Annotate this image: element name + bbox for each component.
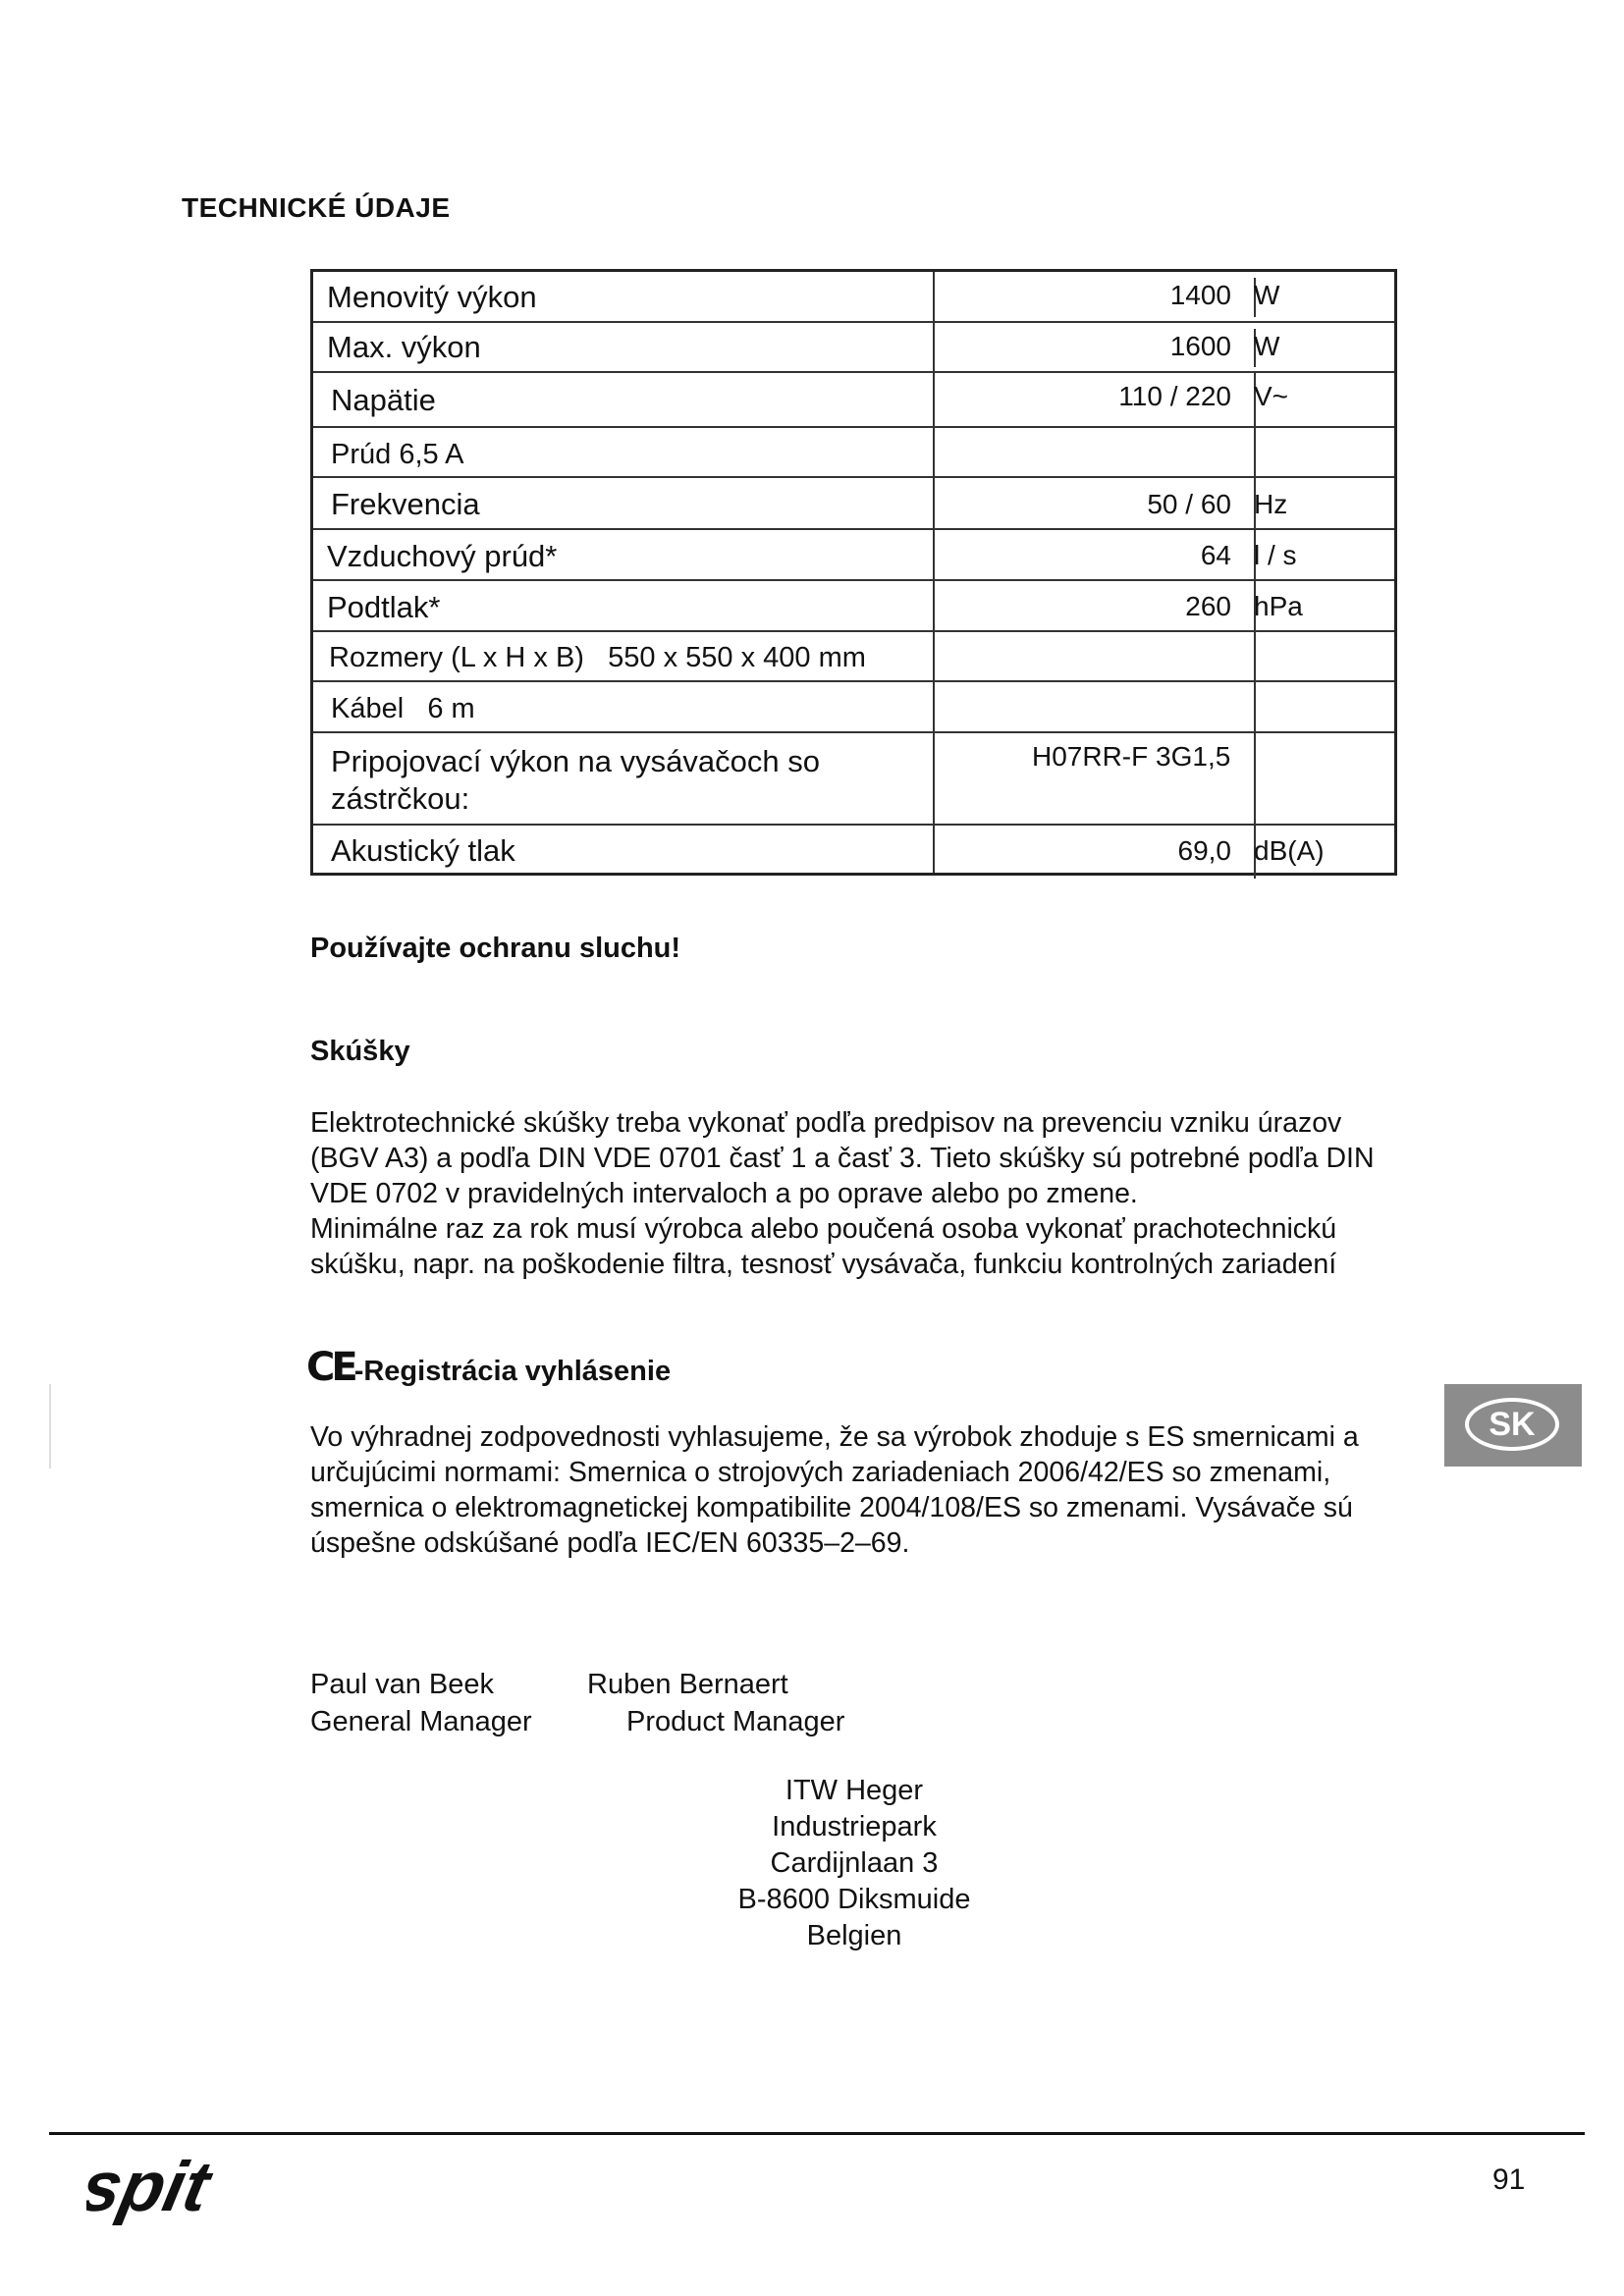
margin-mark — [49, 1384, 51, 1468]
unit-divider — [1254, 682, 1256, 731]
spec-value: 1400 — [1169, 280, 1231, 310]
spec-unit: W — [1254, 331, 1280, 361]
logo-text: spit — [86, 2150, 217, 2226]
spec-value: 110 / 220 — [1118, 381, 1231, 411]
spec-value: 1600 — [1169, 331, 1231, 361]
tests-heading: Skúšky — [310, 1036, 410, 1067]
spec-value: 69,0 — [1177, 835, 1231, 866]
signatory-role: General Manager — [310, 1706, 532, 1737]
spec-unit: dB(A) — [1254, 835, 1325, 866]
spec-unit: hPa — [1254, 591, 1303, 621]
address-line: Industriepark — [772, 1811, 937, 1842]
spec-value: H07RR-F 3G1,5 — [1032, 741, 1231, 772]
tests-paragraph-2: Minimálne raz za rok musí výrobca alebo poučená osoba vykonať prachotechnickú skúšku, napr. na poškodenie filtra, tesnosť vysávača, funkciu kontrolných zariadení — [310, 1213, 1337, 1280]
spit-logo — [86, 2150, 219, 2233]
language-badge: SK — [1465, 1398, 1559, 1451]
page-number: 91 — [1492, 2163, 1526, 2196]
spec-unit: W — [1254, 280, 1280, 310]
unit-divider — [1254, 733, 1256, 824]
spec-label: Kábel 6 m — [331, 693, 475, 724]
spec-value: 260 — [1185, 591, 1231, 621]
ce-paragraph: Vo výhradnej zodpovednosti vyhlasujeme, že sa výrobok zhoduje s ES smernicami a určujúcimi normami: Smernica o strojových zariadeniach 2006/42/ES so zmenami, smernica o elektromagnetickej kompatibilite 2004/108/ES so zmenami. Vysávače sú úspešne odskúšané podľa IEC/EN 60335–2–69. — [310, 1421, 1359, 1559]
spec-value: 50 / 60 — [1147, 489, 1231, 519]
table-row — [313, 323, 1394, 373]
technical-data-table — [310, 269, 1397, 876]
signatory-2 — [587, 1666, 844, 1740]
signatory-name: Ruben Bernaert — [587, 1669, 788, 1700]
table-row — [313, 478, 1394, 530]
table-row — [313, 428, 1394, 478]
signatory-role: Product Manager — [626, 1706, 845, 1737]
spec-label: Vzduchový prúd* — [327, 539, 558, 573]
unit-divider — [1254, 632, 1256, 680]
spec-label: Max. výkon — [327, 330, 481, 364]
spec-unit: Hz — [1254, 489, 1288, 519]
address-line: Belgien — [806, 1920, 902, 1951]
spec-label: Menovitý výkon — [327, 280, 537, 314]
table-row — [313, 530, 1394, 581]
unit-divider — [1254, 428, 1256, 476]
tests-paragraph: Elektrotechnické skúšky treba vykonať podľa predpisov na prevenciu vzniku úrazov (BGV A3) a podľa DIN VDE 0701 časť 1 a časť 3. Tieto skúšky sú potrebné podľa DIN VDE 0702 v pravidelných intervaloch a po oprave alebo po zmene. — [310, 1107, 1375, 1209]
signatory-name: Paul van Beek — [310, 1669, 495, 1700]
table-row — [313, 826, 1394, 876]
signatory-1 — [310, 1666, 532, 1740]
spec-label: Rozmery (L x H x B) 550 x 550 x 400 mm — [329, 642, 866, 673]
spec-label: Napätie — [331, 383, 436, 417]
table-row — [313, 581, 1394, 632]
table-row — [313, 682, 1394, 733]
table-row — [313, 733, 1394, 826]
spec-label: Prúd 6,5 A — [331, 439, 464, 470]
spec-label: Frekvencia — [331, 487, 480, 521]
spec-unit: l / s — [1254, 540, 1297, 570]
spec-value: 64 — [1200, 540, 1231, 570]
company-address — [638, 1773, 1070, 1954]
table-row — [313, 373, 1394, 428]
page-title: TECHNICKÉ ÚDAJE — [182, 192, 451, 223]
hearing-protection-note: Používajte ochranu sluchu! — [310, 933, 681, 964]
spec-label: Podtlak* — [327, 590, 441, 624]
address-line: B-8600 Diksmuide — [737, 1884, 971, 1915]
ce-heading-row — [306, 1345, 671, 1390]
spec-label: Akustický tlak — [331, 833, 515, 868]
address-line: Cardijnlaan 3 — [770, 1847, 939, 1879]
ce-mark-icon: CE — [306, 1345, 354, 1390]
footer-rule — [49, 2132, 1585, 2135]
ce-heading: -Registrácia vyhlásenie — [353, 1356, 672, 1387]
table-row — [313, 272, 1394, 323]
table-row — [313, 632, 1394, 682]
language-tab — [1444, 1384, 1582, 1467]
spec-label: Pripojovací výkon na vysávačoch so zástrčkou: — [331, 744, 820, 816]
address-line: ITW Heger — [785, 1775, 924, 1806]
spec-unit: V~ — [1254, 381, 1289, 411]
